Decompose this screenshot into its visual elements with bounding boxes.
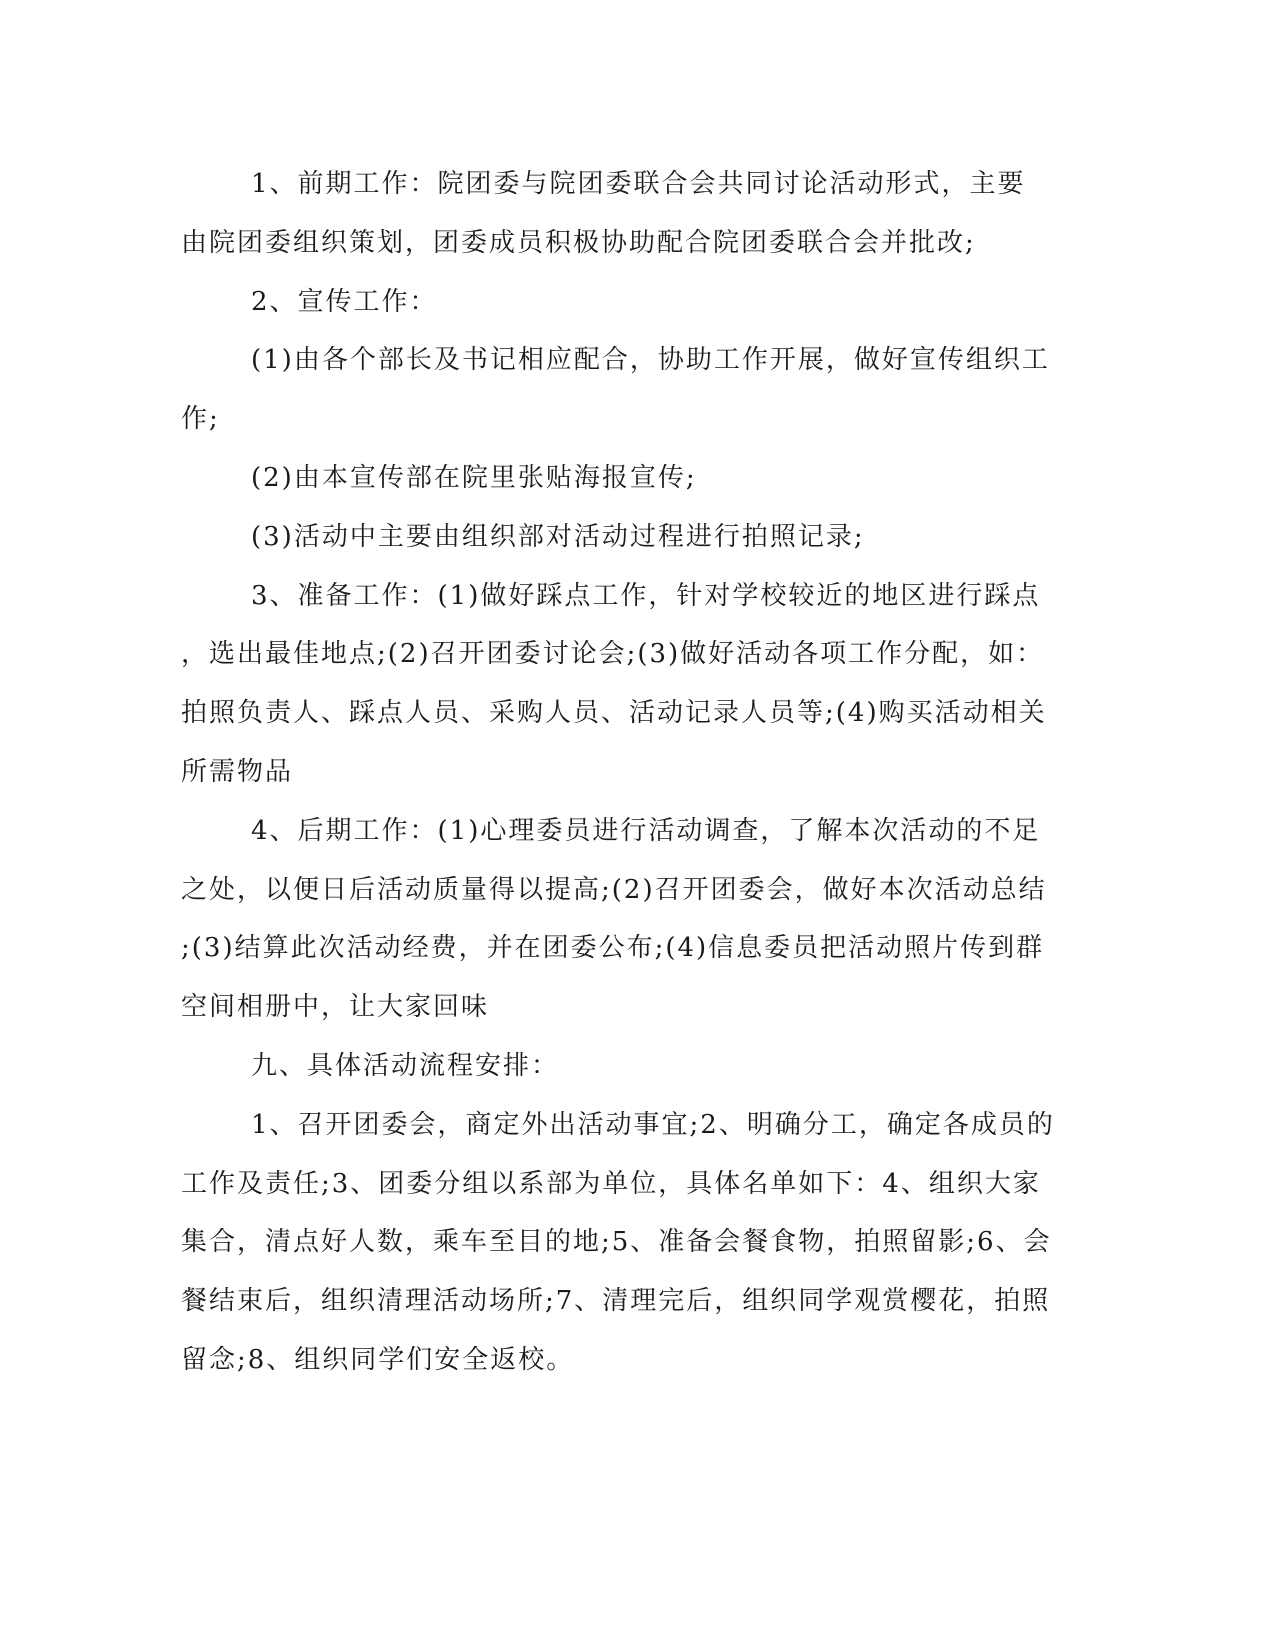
text-line: (2)由本宣传部在院里张贴海报宣传; (251, 462, 697, 493)
text-line: 之处，以便日后活动质量得以提高;(2)召开团委会，做好本次活动总结 (181, 874, 1047, 905)
text-line: ;(3)结算此次活动经费，并在团委公布;(4)信息委员把活动照片传到群 (181, 933, 1045, 964)
text-line: (1)由各个部长及书记相应配合，协助工作开展，做好宣传组织工 (251, 345, 1050, 376)
text-line: 工作及责任;3、团委分组以系部为单位，具体名单如下：4、组织大家 (181, 1168, 1041, 1199)
text-line: 3、准备工作：(1)做好踩点工作，针对学校较近的地区进行踩点 (251, 580, 1041, 611)
section-heading: 九、具体活动流程安排： (251, 1050, 560, 1081)
text-line: 集合，清点好人数，乘车至目的地;5、准备会餐食物，拍照留影;6、会 (181, 1227, 1052, 1258)
text-line: 2、宣传工作： (251, 286, 438, 317)
text-line: 作; (181, 404, 220, 435)
text-line: 空间相册中，让大家回味 (181, 992, 490, 1023)
text-line: 留念;8、组织同学们安全返校。 (181, 1344, 575, 1375)
text-line: 由院团委组织策划，团委成员积极协助配合院团委联合会并批改; (181, 227, 976, 258)
text-line: 1、召开团委会，商定外出活动事宜;2、明确分工，确定各成员的 (251, 1109, 1055, 1140)
text-line: (3)活动中主要由组织部对活动过程进行拍照记录; (251, 521, 865, 552)
text-line: 餐结束后，组织清理活动场所;7、清理完后，组织同学观赏樱花，拍照 (181, 1286, 1051, 1317)
text-line: 所需物品 (181, 756, 294, 787)
text-line: 拍照负责人、踩点人员、采购人员、活动记录人员等;(4)购买活动相关 (181, 698, 1047, 729)
text-line: 4、后期工作：(1)心理委员进行活动调查，了解本次活动的不足 (251, 815, 1041, 846)
text-line: 1、前期工作：院团委与院团委联合会共同讨论活动形式，主要 (251, 169, 1026, 199)
text-line: ，选出最佳地点;(2)召开团委讨论会;(3)做好活动各项工作分配，如： (181, 639, 1045, 670)
document-body (181, 155, 1055, 1390)
